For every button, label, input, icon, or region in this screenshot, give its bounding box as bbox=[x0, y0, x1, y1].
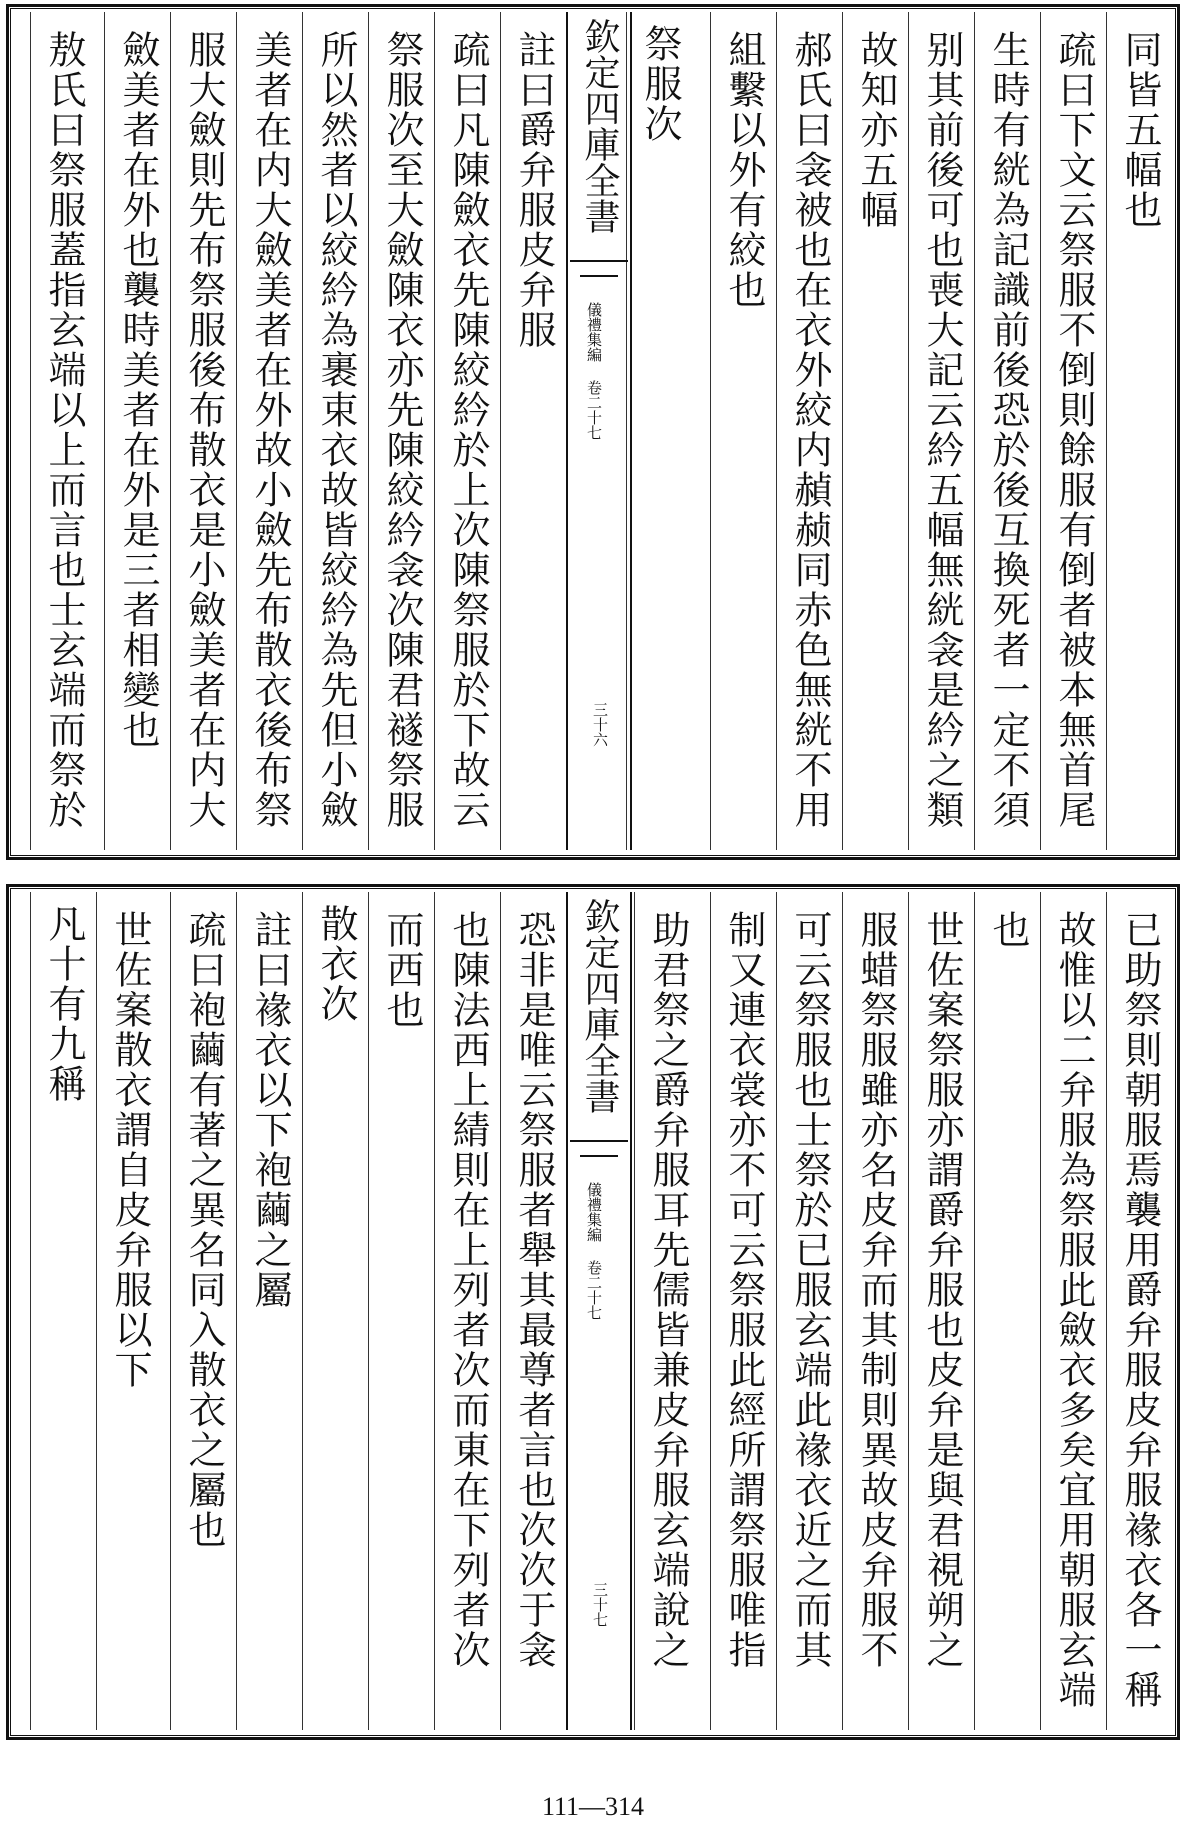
text-column bbox=[1106, 892, 1173, 1730]
text-column bbox=[1040, 12, 1107, 850]
text-column bbox=[434, 892, 501, 1730]
page-footer-number: 111—314 bbox=[541, 1792, 645, 1821]
text-column bbox=[500, 12, 567, 850]
text-column bbox=[434, 12, 501, 850]
column-text: 也陳法西上綪則在上列者次而東在下列者次 bbox=[446, 910, 490, 1670]
column-text: 祭服次 bbox=[638, 24, 682, 144]
column-text: 别其前後可也喪大記云紟五幅無絖衾是紟之類 bbox=[920, 30, 964, 830]
column-text: 恐非是唯云祭服者舉其最尊者言也次次于衾 bbox=[512, 910, 556, 1670]
text-column bbox=[710, 12, 777, 850]
text-column bbox=[236, 892, 303, 1730]
text-column bbox=[170, 12, 237, 850]
column-text: 制又連衣裳亦不可云祭服此經所謂祭服唯指 bbox=[722, 910, 766, 1670]
text-column bbox=[908, 12, 975, 850]
book-title: 欽定四庫全書 bbox=[579, 898, 620, 1114]
column-text: 已助祭則朝服焉襲用爵弁服皮弁服褖衣各一稱 bbox=[1118, 910, 1162, 1710]
text-column bbox=[30, 892, 97, 1730]
column-text: 註曰爵弁服皮弁服 bbox=[512, 30, 556, 350]
text-column bbox=[368, 12, 435, 850]
column-text: 世佐案散衣謂自皮弁服以下 bbox=[108, 910, 152, 1390]
text-column bbox=[842, 12, 909, 850]
text-column bbox=[710, 892, 777, 1730]
volume-label: 儀禮集編 卷二十七 bbox=[585, 302, 603, 440]
column-text: 疏曰凡陳斂衣先陳絞紟於上次陳祭服於下故云 bbox=[446, 30, 490, 830]
column-text: 敖氏曰祭服蓋指玄端以上而言也士玄端而祭於 bbox=[42, 30, 86, 830]
column-text: 同皆五幅也 bbox=[1118, 30, 1162, 230]
text-column bbox=[974, 12, 1041, 850]
book-heart bbox=[566, 892, 632, 1730]
text-column bbox=[842, 892, 909, 1730]
text-column bbox=[104, 12, 171, 850]
bottom-page bbox=[0, 880, 1186, 1744]
text-column bbox=[974, 892, 1041, 1730]
leaf-number: 三十六 bbox=[591, 702, 609, 747]
column-text: 組繫以外有絞也 bbox=[722, 30, 766, 310]
column-text: 祭服次至大斂陳衣亦先陳絞紟衾次陳君襚祭服 bbox=[380, 30, 424, 830]
text-column bbox=[368, 892, 435, 1730]
text-column bbox=[500, 892, 567, 1730]
book-title: 欽定四庫全書 bbox=[579, 18, 620, 234]
text-column bbox=[634, 892, 701, 1730]
column-text: 疏曰下文云祭服不倒則餘服有倒者被本無首尾 bbox=[1052, 30, 1096, 830]
column-text: 註曰褖衣以下袍繭之屬 bbox=[248, 910, 292, 1310]
text-column bbox=[236, 12, 303, 850]
fish-tail-mark bbox=[570, 260, 628, 282]
column-text: 郝氏曰衾被也在衣外絞内赬赪同赤色無絖不用 bbox=[788, 30, 832, 830]
text-column bbox=[1106, 12, 1173, 850]
text-column bbox=[302, 892, 369, 1730]
column-text: 世佐案祭服亦謂爵弁服也皮弁是與君視朔之 bbox=[920, 910, 964, 1670]
column-text: 可云祭服也士祭於已服玄端此褖衣近之而其 bbox=[788, 910, 832, 1670]
text-column bbox=[30, 12, 105, 850]
column-text: 散衣次 bbox=[314, 904, 358, 1024]
column-text: 故惟以二弁服為祭服此斂衣多矣宜用朝服玄端 bbox=[1052, 910, 1096, 1710]
column-text: 助君祭之爵弁服耳先儒皆兼皮弁服玄端說之 bbox=[646, 910, 690, 1670]
fish-tail-mark bbox=[570, 1140, 628, 1162]
column-text: 服大斂則先布祭服後布散衣是小斂美者在内大 bbox=[182, 30, 226, 830]
text-column bbox=[302, 12, 369, 850]
text-column bbox=[96, 892, 171, 1730]
column-text: 故知亦五幅 bbox=[854, 30, 898, 230]
column-text: 凡十有九稱 bbox=[42, 904, 86, 1104]
text-column bbox=[776, 892, 843, 1730]
column-text: 美者在内大斂美者在外故小斂先布散衣後布祭 bbox=[248, 30, 292, 830]
leaf-number: 三十七 bbox=[591, 1582, 609, 1627]
column-text: 疏曰袍繭有著之異名同入散衣之屬也 bbox=[182, 910, 226, 1550]
column-text: 而西也 bbox=[380, 910, 424, 1030]
text-column bbox=[626, 12, 693, 850]
column-text: 斂美者在外也襲時美者在外是三者相變也 bbox=[116, 30, 160, 750]
column-text: 服蜡祭服雖亦名皮弁而其制則異故皮弁服不 bbox=[854, 910, 898, 1670]
text-column bbox=[776, 12, 843, 850]
volume-label: 儀禮集編 卷二十七 bbox=[585, 1182, 603, 1320]
text-column bbox=[908, 892, 975, 1730]
text-column bbox=[170, 892, 237, 1730]
book-heart bbox=[566, 12, 632, 850]
column-text: 所以然者以絞紟為裹束衣故皆絞紟為先但小斂 bbox=[314, 30, 358, 830]
column-text: 生時有絖為記識前後恐於後互換死者一定不須 bbox=[986, 30, 1030, 830]
text-column bbox=[1040, 892, 1107, 1730]
column-text: 也 bbox=[986, 910, 1030, 950]
top-page bbox=[0, 0, 1186, 864]
